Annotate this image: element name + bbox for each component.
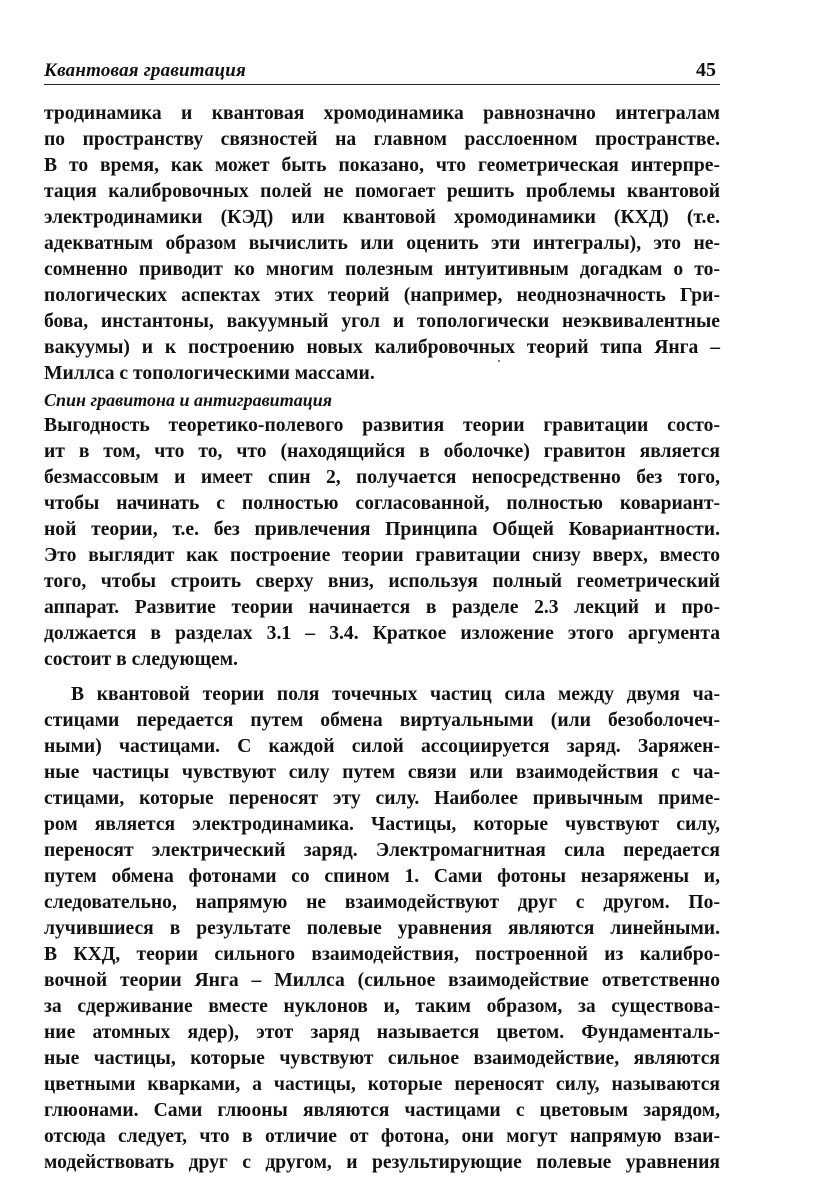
text-line: ными) частицами. С каждой силой ассоциируется заряд. Заряжен- bbox=[44, 736, 720, 757]
text-line: пологических аспектах этих теорий (например, неоднозначность Гри- bbox=[44, 285, 720, 306]
text-line: должается в разделах 3.1 – 3.4. Краткое изложение этого аргумента bbox=[44, 623, 720, 644]
text-line: Миллса с топологическими массами. bbox=[44, 363, 375, 384]
text-line: чтобы начинать с полностью согласованной, полностью ковариант- bbox=[44, 493, 720, 514]
page-number: 45 bbox=[696, 59, 716, 81]
text-line: ром является электродинамика. Частицы, которые чувствуют силу, bbox=[44, 814, 720, 835]
text-line: ной теории, т.е. без привлечения Принципа Общей Ковариантности. bbox=[44, 519, 720, 540]
text-line: модействовать друг с другом, и результирующие полевые уравнения bbox=[44, 1152, 720, 1173]
text-line: цветными кварками, а частицы, которые переносят силу, называются bbox=[44, 1074, 720, 1095]
scan-speck bbox=[498, 360, 500, 362]
text-line: бова, инстантоны, вакуумный угол и топологически неэквивалентные bbox=[44, 311, 720, 332]
text-line: В КХД, теории сильного взаимодействия, построенной из калибро- bbox=[44, 944, 720, 965]
running-title: Квантовая гравитация bbox=[44, 60, 246, 81]
text-line: следовательно, напрямую не взаимодействуют друг с другом. По- bbox=[44, 892, 720, 913]
text-line: тродинамика и квантовая хромодинамика равнозначно интегралам bbox=[44, 103, 720, 124]
book-page bbox=[44, 52, 720, 1176]
text-line: Выгодность теоретико-полевого развития теории гравитации состо- bbox=[44, 415, 720, 436]
text-line: вочной теории Янга – Миллса (сильное взаимодействие ответственно bbox=[44, 970, 720, 991]
text-line: сомненно приводит ко многим полезным интуитивным догадкам о то- bbox=[44, 259, 720, 280]
text-line: лучившиеся в результате полевые уравнения являются линейными. bbox=[44, 918, 720, 939]
text-line: переносят электрический заряд. Электромагнитная сила передается bbox=[44, 840, 720, 861]
text-line: отсюда следует, что в отличие от фотона, они могут напрямую взаи- bbox=[44, 1126, 720, 1147]
text-line: по пространству связностей на главном расслоенном пространстве. bbox=[44, 129, 720, 150]
text-line: за сдерживание вместе нуклонов и, таким образом, за существова- bbox=[44, 996, 720, 1017]
paragraph-gap bbox=[44, 673, 720, 682]
text-line: вакуумы) и к построению новых калибровочных теорий типа Янга – bbox=[44, 337, 720, 358]
text-line: того, чтобы строить сверху вниз, используя полный геометрический bbox=[44, 571, 720, 592]
text-line: ные частицы чувствуют силу путем связи или взаимодействия с ча- bbox=[44, 762, 720, 783]
text-line: ние атомных ядер), этот заряд называется цветом. Фундаменталь- bbox=[44, 1022, 720, 1043]
text-line: стицами, которые переносят эту силу. Наиболее привычным приме- bbox=[44, 788, 720, 809]
text-line: адекватным образом вычислить или оценить эти интегралы), это не- bbox=[44, 233, 720, 254]
text-line: аппарат. Развитие теории начинается в разделе 2.3 лекций и про- bbox=[44, 597, 720, 618]
body-text bbox=[44, 101, 720, 1176]
text-line: безмассовым и имеет спин 2, получается непосредственно без того, bbox=[44, 467, 720, 488]
text-line: В квантовой теории поля точечных частиц сила между двумя ча- bbox=[71, 684, 720, 705]
text-line: электродинамики (КЭД) или квантовой хромодинамики (КХД) (т.е. bbox=[44, 207, 720, 228]
text-line: В то время, как может быть показано, что геометрическая интерпре- bbox=[44, 155, 720, 176]
text-line: глюонами. Сами глюоны являются частицами с цветовым зарядом, bbox=[44, 1100, 720, 1121]
text-line: состоит в следующем. bbox=[44, 649, 238, 670]
text-line: Это выглядит как построение теории гравитации снизу вверх, вместо bbox=[44, 545, 720, 566]
section-heading: Спин гравитона и антигравитация bbox=[44, 390, 332, 410]
text-line: стицами передается путем обмена виртуальными (или безоболочеч- bbox=[44, 710, 720, 731]
text-line: ит в том, что то, что (находящийся в оболочке) гравитон является bbox=[44, 441, 720, 462]
text-line: путем обмена фотонами со спином 1. Сами фотоны незаряжены и, bbox=[44, 866, 720, 887]
text-line: тация калибровочных полей не помогает решить проблемы квантовой bbox=[44, 181, 720, 202]
running-header bbox=[44, 52, 720, 85]
text-line: ные частицы, которые чувствуют сильное взаимодействие, являются bbox=[44, 1048, 720, 1069]
